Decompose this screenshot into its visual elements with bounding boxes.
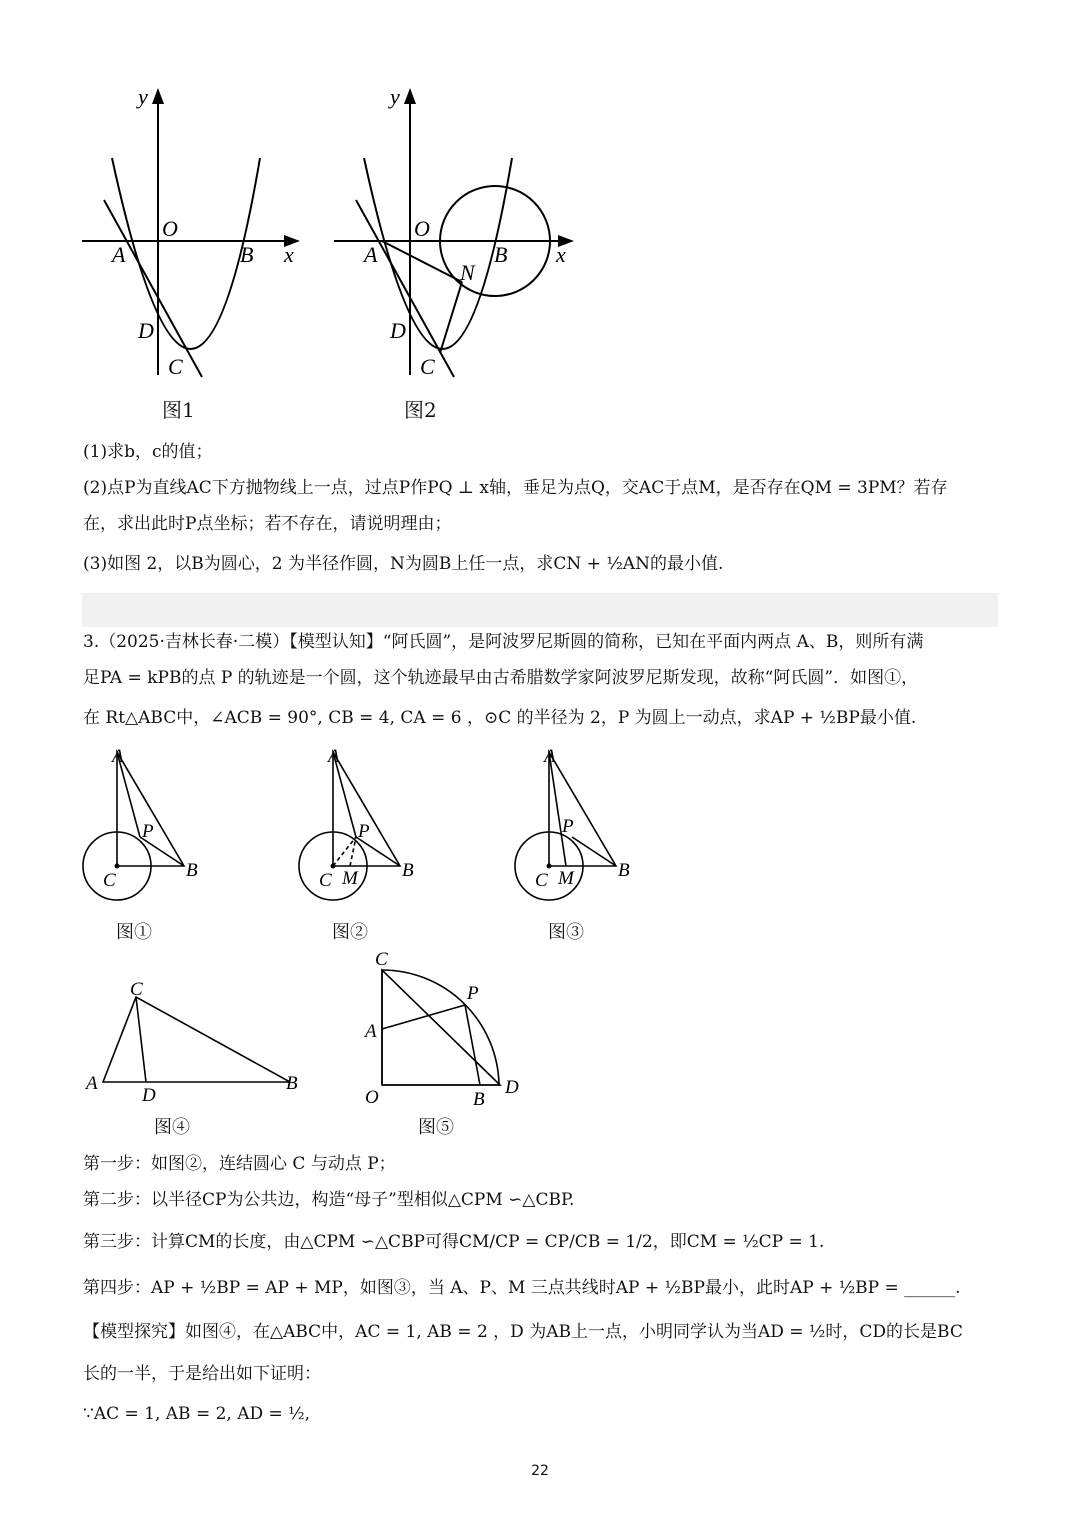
label-C: C [168, 354, 183, 379]
svg-text:D: D [505, 1077, 519, 1098]
figure-1 [70, 80, 320, 390]
question-2-line1: (2)点P为直线AC下方抛物线上一点，过点P作PQ ⊥ x轴，垂足为点Q，交AC于点M，是否存在QM = 3PM？若存 [83, 478, 948, 498]
label-x: x [556, 242, 566, 267]
question-2-line2: 在，求出此时P点坐标；若不存在，请说明理由； [83, 514, 452, 534]
caption-fig1: 图1 [162, 398, 195, 422]
caption-fig-t4: 图④ [154, 1117, 190, 1138]
svg-text:O: O [365, 1087, 379, 1108]
label-O: O [414, 216, 430, 241]
label-C: C [420, 354, 435, 379]
explore-line1: 【模型探究】如图④，在△ABC中，AC = 1, AB = 2 ，D 为AB上一点，小明同学认为当AD = ½时，CD的长是BC [83, 1322, 963, 1342]
svg-text:C: C [375, 949, 388, 970]
svg-text:B: B [186, 860, 198, 881]
step-3: 第三步：计算CM的长度，由△CPM ∽△CBP可得CM/CP = CP/CB = 1/2，即CM = ½CP = 1. [83, 1232, 825, 1252]
separator-band [82, 593, 998, 627]
question-3: (3)如图 2，以B为圆心，2 为半径作圆，N为圆B上任一点，求CN + ½AN的最小值. [83, 554, 724, 574]
caption-fig2: 图2 [404, 398, 437, 422]
svg-text:A: A [544, 746, 556, 767]
figure-circle-1 [78, 742, 218, 912]
svg-text:P: P [562, 816, 574, 837]
svg-text:P: P [142, 821, 154, 842]
caption-fig-c3: 图③ [548, 922, 584, 943]
svg-text:M: M [558, 868, 574, 889]
svg-text:M: M [342, 868, 358, 889]
svg-text:P: P [358, 821, 370, 842]
label-N: N [460, 260, 475, 285]
label-B: B [240, 242, 254, 267]
page-number: 22 [531, 1463, 549, 1479]
caption-fig-c2: 图② [332, 922, 368, 943]
svg-text:A: A [86, 1073, 98, 1094]
svg-text:P: P [467, 983, 479, 1004]
svg-text:C: C [103, 870, 116, 891]
figure-quadrant-5 [355, 945, 535, 1115]
caption-fig-c1: 图① [116, 922, 152, 943]
problem3-line1: 3.（2025·吉林长春·二模）【模型认知】“阿氏圆”，是阿波罗尼斯圆的简称，已知在平面内两点 A、B，则所有满 [83, 632, 924, 652]
label-D: D [138, 318, 154, 343]
figure-circle-2 [294, 742, 434, 912]
step-1: 第一步：如图②，连结圆心 C 与动点 P； [83, 1154, 396, 1174]
figure-triangle-4 [78, 975, 318, 1105]
svg-text:B: B [473, 1089, 485, 1110]
label-B: B [494, 242, 508, 267]
step-2: 第二步：以半径CP为公共边，构造“母子”型相似△CPM ∽△CBP. [83, 1190, 575, 1210]
figure-circle-3 [510, 742, 650, 912]
svg-text:C: C [319, 870, 332, 891]
svg-text:A: A [328, 746, 340, 767]
svg-text:B: B [402, 860, 414, 881]
explore-line2: 长的一半，于是给出如下证明： [83, 1364, 321, 1384]
svg-text:B: B [618, 860, 630, 881]
label-x: x [284, 242, 294, 267]
label-y: y [138, 84, 148, 109]
figure-2 [322, 80, 582, 390]
label-O: O [162, 216, 178, 241]
svg-text:A: A [365, 1021, 377, 1042]
label-A: A [112, 242, 126, 267]
problem3-line3: 在 Rt△ABC中，∠ACB = 90°, CB = 4, CA = 6 ，⊙C 的半径为 2，P 为圆上一动点，求AP + ½BP最小值. [83, 708, 917, 728]
svg-text:A: A [112, 746, 124, 767]
caption-fig-q5: 图⑤ [418, 1117, 454, 1138]
because-line: ∵AC = 1, AB = 2, AD = ½, [83, 1404, 311, 1424]
label-A: A [364, 242, 378, 267]
question-1: (1)求b，c的值； [83, 442, 213, 462]
svg-text:B: B [286, 1073, 298, 1094]
label-D: D [390, 318, 406, 343]
problem3-line2: 足PA = kPB的点 P 的轨迹是一个圆，这个轨迹最早由古希腊数学家阿波罗尼斯发现，故称“阿氏圆”．如图①， [83, 668, 919, 688]
step-4: 第四步：AP + ½BP = AP + MP，如图③，当 A、P、M 三点共线时AP + ½BP最小，此时AP + ½BP = ______. [83, 1278, 961, 1298]
svg-text:C: C [535, 870, 548, 891]
svg-text:D: D [142, 1085, 156, 1105]
svg-text:C: C [130, 979, 143, 1000]
label-y: y [390, 84, 400, 109]
